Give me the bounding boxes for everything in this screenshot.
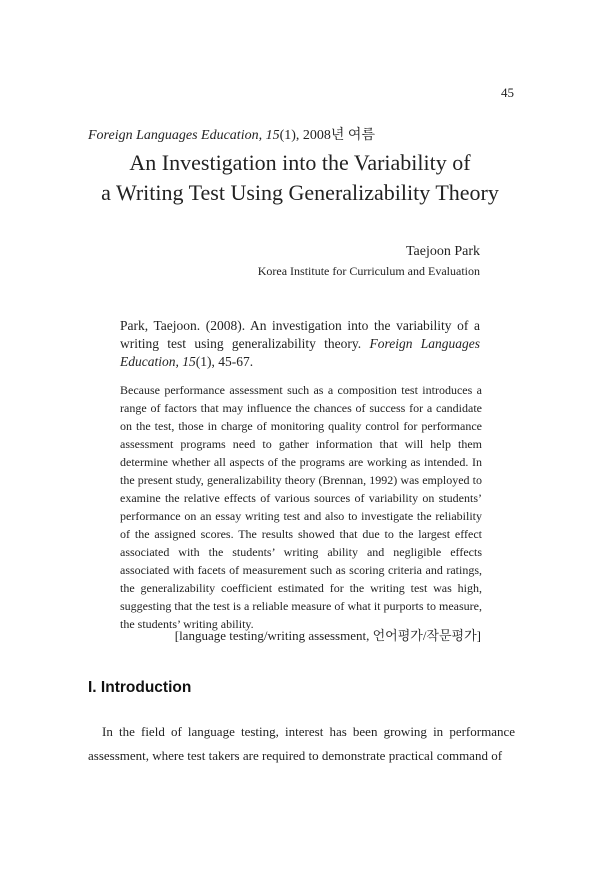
citation-journal: Foreign Languages Education, 15 — [120, 336, 480, 369]
introduction-paragraph: In the field of language testing, interest has been growing in performance assessment, where test takers are required to demonstrate practical command of — [88, 724, 515, 763]
author-affiliation: Korea Institute for Curriculum and Evaluation — [257, 264, 480, 278]
keywords: [language testing/writing assessment, 언어평가/작문평가] — [174, 628, 481, 643]
author-name: Taejoon Park — [405, 244, 480, 259]
title-line-1: An Investigation into the Variability of — [129, 150, 471, 175]
citation — [120, 317, 480, 371]
title-line-2: a Writing Test Using Generalizability Theory — [101, 180, 499, 205]
section-heading: I. Introduction — [88, 679, 192, 696]
journal-name: Foreign Languages Education, — [88, 128, 263, 143]
journal-header — [88, 124, 375, 144]
journal-volume: 15 — [265, 128, 280, 143]
journal-issue-year: (1), 2008년 여름 — [279, 128, 375, 143]
citation-suffix: (1), 45-67. — [195, 354, 254, 369]
citation-prefix: Park, Taejoon. (2008). An investigation into the variability of a writing test using generalizability theory. — [120, 318, 480, 351]
abstract: Because performance assessment such as a composition test introduces a range of factors that may influence the chances of success for a candidate on the test, those in charge of monitoring quality control for performance assessment programs need to gather information that will help them determine whether all aspects of the programs are working as intended. In the present study, generalizability theory (Brennan, 1992) was employed to examine the relative effects of various sources of variability on students’ performance on an essay writing test and also to investigate the reliability of the assigned scores. The results showed that due to the largest effect associated with the students’ writing ability and negligible effects associated with facets of measurement such as scoring criteria and ratings, the generalizability coefficient estimated for the writing test was high, suggesting that the test is a reliable measure of what it purports to measure, the students’ writing ability. — [120, 383, 482, 631]
page-number: 45 — [501, 85, 514, 100]
author-block — [258, 242, 480, 280]
paper-title — [0, 148, 600, 208]
